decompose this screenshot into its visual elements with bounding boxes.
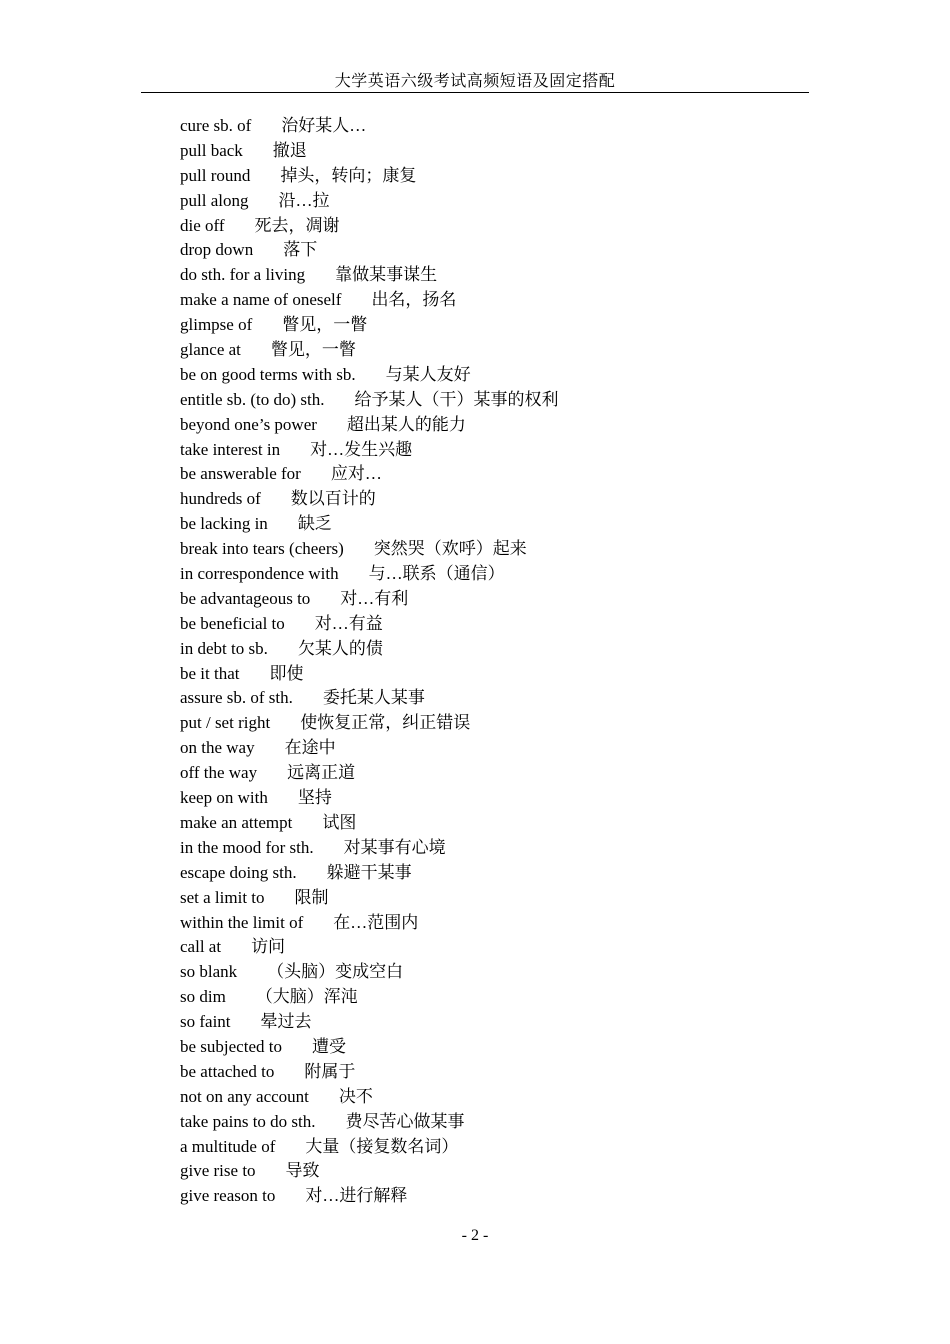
phrase-entry (180, 935, 820, 960)
phrase-meaning: 使恢复正常，纠正错误 (300, 713, 471, 733)
phrase-entry (180, 662, 820, 687)
phrase-entry (180, 985, 820, 1010)
phrase-entry (180, 1135, 820, 1160)
phrase-entry (180, 1184, 820, 1209)
phrase-meaning: （头脑）变成空白 (267, 962, 404, 982)
phrase-entry (180, 1010, 820, 1035)
phrase-term: drop down (180, 240, 254, 260)
phrase-term: beyond one’s power (180, 414, 317, 434)
phrase-meaning: 出名，扬名 (371, 290, 457, 310)
phrase-term: make an attempt (180, 812, 293, 832)
phrase-meaning: 超出某人的能力 (346, 414, 466, 434)
phrase-meaning: 费尽苦心做某事 (345, 1111, 465, 1131)
phrase-entry (180, 363, 820, 388)
phrase-term: so faint (180, 1012, 231, 1032)
phrase-entry (180, 811, 820, 836)
phrase-term: be beneficial to (180, 613, 285, 633)
phrase-meaning: 坚持 (297, 788, 332, 808)
phrase-term: be answerable for (180, 464, 301, 484)
phrase-meaning: 对…有益 (314, 613, 383, 633)
phrase-term: keep on with (180, 788, 268, 808)
phrase-term: not on any account (180, 1086, 309, 1106)
phrase-entry (180, 612, 820, 637)
phrase-term: glance at (180, 340, 241, 360)
phrase-entry (180, 214, 820, 239)
phrase-entry (180, 1060, 820, 1085)
phrase-meaning: 应对… (330, 464, 382, 484)
phrase-entry (180, 786, 820, 811)
phrase-meaning: 对某事有心境 (343, 837, 446, 857)
phrase-entry (180, 164, 820, 189)
phrase-entry (180, 512, 820, 537)
phrase-entry (180, 1035, 820, 1060)
phrase-meaning: 对…进行解释 (305, 1186, 408, 1206)
phrase-meaning: 导致 (285, 1161, 320, 1181)
phrase-term: escape doing sth. (180, 862, 297, 882)
phrase-term: assure sb. of sth. (180, 688, 293, 708)
phrase-meaning: 瞥见，一瞥 (282, 315, 368, 335)
phrase-term: be subjected to (180, 1036, 282, 1056)
phrase-entry (180, 313, 820, 338)
phrase-entry (180, 114, 820, 139)
phrase-meaning: 数以百计的 (290, 489, 376, 509)
phrase-term: so dim (180, 987, 226, 1007)
phrase-term: call at (180, 937, 222, 957)
phrase-term: within the limit of (180, 912, 304, 932)
phrase-meaning: 与…联系（通信） (368, 564, 505, 584)
phrase-meaning: 对…有利 (340, 588, 409, 608)
phrase-meaning: 即使 (269, 663, 304, 683)
phrase-entry (180, 139, 820, 164)
phrase-term: set a limit to (180, 887, 265, 907)
phrase-term: be advantageous to (180, 588, 311, 608)
phrase-term: be on good terms with sb. (180, 364, 356, 384)
phrase-meaning: 沿…拉 (278, 190, 330, 210)
phrase-entry (180, 338, 820, 363)
page-number: - 2 - (461, 1227, 489, 1244)
phrase-entry (180, 189, 820, 214)
phrase-entry (180, 911, 820, 936)
phrase-meaning: 大量（接复数名词） (305, 1136, 459, 1156)
phrase-term: give rise to (180, 1161, 256, 1181)
phrase-meaning: 在途中 (284, 738, 336, 758)
phrase-entry (180, 637, 820, 662)
phrase-term: in the mood for sth. (180, 837, 314, 857)
phrase-term: put / set right (180, 713, 271, 733)
phrase-term: do sth. for a living (180, 265, 306, 285)
phrase-meaning: 瞥见，一瞥 (270, 340, 356, 360)
phrase-term: off the way (180, 763, 258, 783)
phrase-entry (180, 686, 820, 711)
phrase-entry (180, 587, 820, 612)
phrase-term: be it that (180, 663, 240, 683)
phrase-meaning: 遭受 (311, 1036, 346, 1056)
phrase-meaning: 试图 (322, 812, 357, 832)
phrase-entry (180, 388, 820, 413)
phrase-meaning: 限制 (294, 887, 329, 907)
phrase-term: break into tears (cheers) (180, 539, 344, 559)
phrase-meaning: 给予某人（干）某事的权利 (354, 389, 559, 409)
phrase-term: a multitude of (180, 1136, 276, 1156)
phrase-meaning: 在…范围内 (333, 912, 419, 932)
phrase-meaning: 落下 (283, 240, 318, 260)
phrase-term: die off (180, 215, 225, 235)
phrase-meaning: 突然哭（欢呼）起来 (373, 539, 527, 559)
phrase-term: on the way (180, 738, 255, 758)
phrase-meaning: 缺乏 (297, 514, 332, 534)
phrase-meaning: 晕过去 (260, 1012, 312, 1032)
phrase-term: cure sb. of (180, 116, 252, 135)
phrase-term: pull along (180, 190, 249, 210)
phrase-entry (180, 462, 820, 487)
phrase-entry (180, 1085, 820, 1110)
phrase-term: give reason to (180, 1186, 276, 1206)
phrase-term: pull back (180, 140, 243, 160)
phrase-meaning: 躲避干某事 (326, 862, 412, 882)
phrase-meaning: 治好某人… (281, 116, 367, 135)
phrase-entry (180, 886, 820, 911)
phrase-meaning: 撤退 (272, 140, 307, 160)
phrase-entry (180, 438, 820, 463)
phrase-entry (180, 537, 820, 562)
phrase-term: so blank (180, 962, 238, 982)
phrase-meaning: （大脑）浑沌 (255, 987, 358, 1007)
phrase-entry (180, 238, 820, 263)
phrase-term: make a name of oneself (180, 290, 342, 310)
phrase-meaning: 靠做某事谋生 (335, 265, 438, 285)
phrase-entry (180, 736, 820, 761)
phrase-term: in correspondence with (180, 564, 339, 584)
phrase-term: in debt to sb. (180, 638, 268, 658)
phrase-meaning: 远离正道 (287, 763, 356, 783)
phrase-entry (180, 1159, 820, 1184)
phrase-entry (180, 711, 820, 736)
phrase-entry (180, 562, 820, 587)
phrase-term: be lacking in (180, 514, 268, 534)
phrase-entry (180, 1110, 820, 1135)
phrase-meaning: 决不 (338, 1086, 373, 1106)
phrase-meaning: 死去，凋谢 (254, 215, 340, 235)
phrase-meaning: 掉头，转向；康复 (280, 165, 417, 185)
phrase-term: entitle sb. (to do) sth. (180, 389, 325, 409)
phrase-entry (180, 861, 820, 886)
phrase-term: be attached to (180, 1061, 275, 1081)
phrase-entry (180, 487, 820, 512)
phrase-meaning: 访问 (251, 937, 286, 957)
header-divider (141, 92, 809, 93)
phrase-term: glimpse of (180, 315, 253, 335)
phrase-meaning: 与某人友好 (385, 364, 471, 384)
phrase-entry (180, 836, 820, 861)
phrase-meaning: 委托某人某事 (322, 688, 425, 708)
phrase-entry (180, 263, 820, 288)
phrase-meaning: 附属于 (304, 1061, 356, 1081)
phrase-term: hundreds of (180, 489, 261, 509)
phrase-meaning: 欠某人的债 (297, 638, 383, 658)
phrase-entry (180, 761, 820, 786)
phrase-entry (180, 960, 820, 985)
phrase-entry (180, 288, 820, 313)
phrase-term: take interest in (180, 439, 281, 459)
phrase-term: take pains to do sth. (180, 1111, 316, 1131)
phrase-meaning: 对…发生兴趣 (310, 439, 413, 459)
phrase-list (180, 114, 820, 1209)
phrase-entry (180, 413, 820, 438)
page-header-title: 大学英语六级考试高频短语及固定搭配 (334, 73, 616, 90)
phrase-term: pull round (180, 165, 251, 185)
